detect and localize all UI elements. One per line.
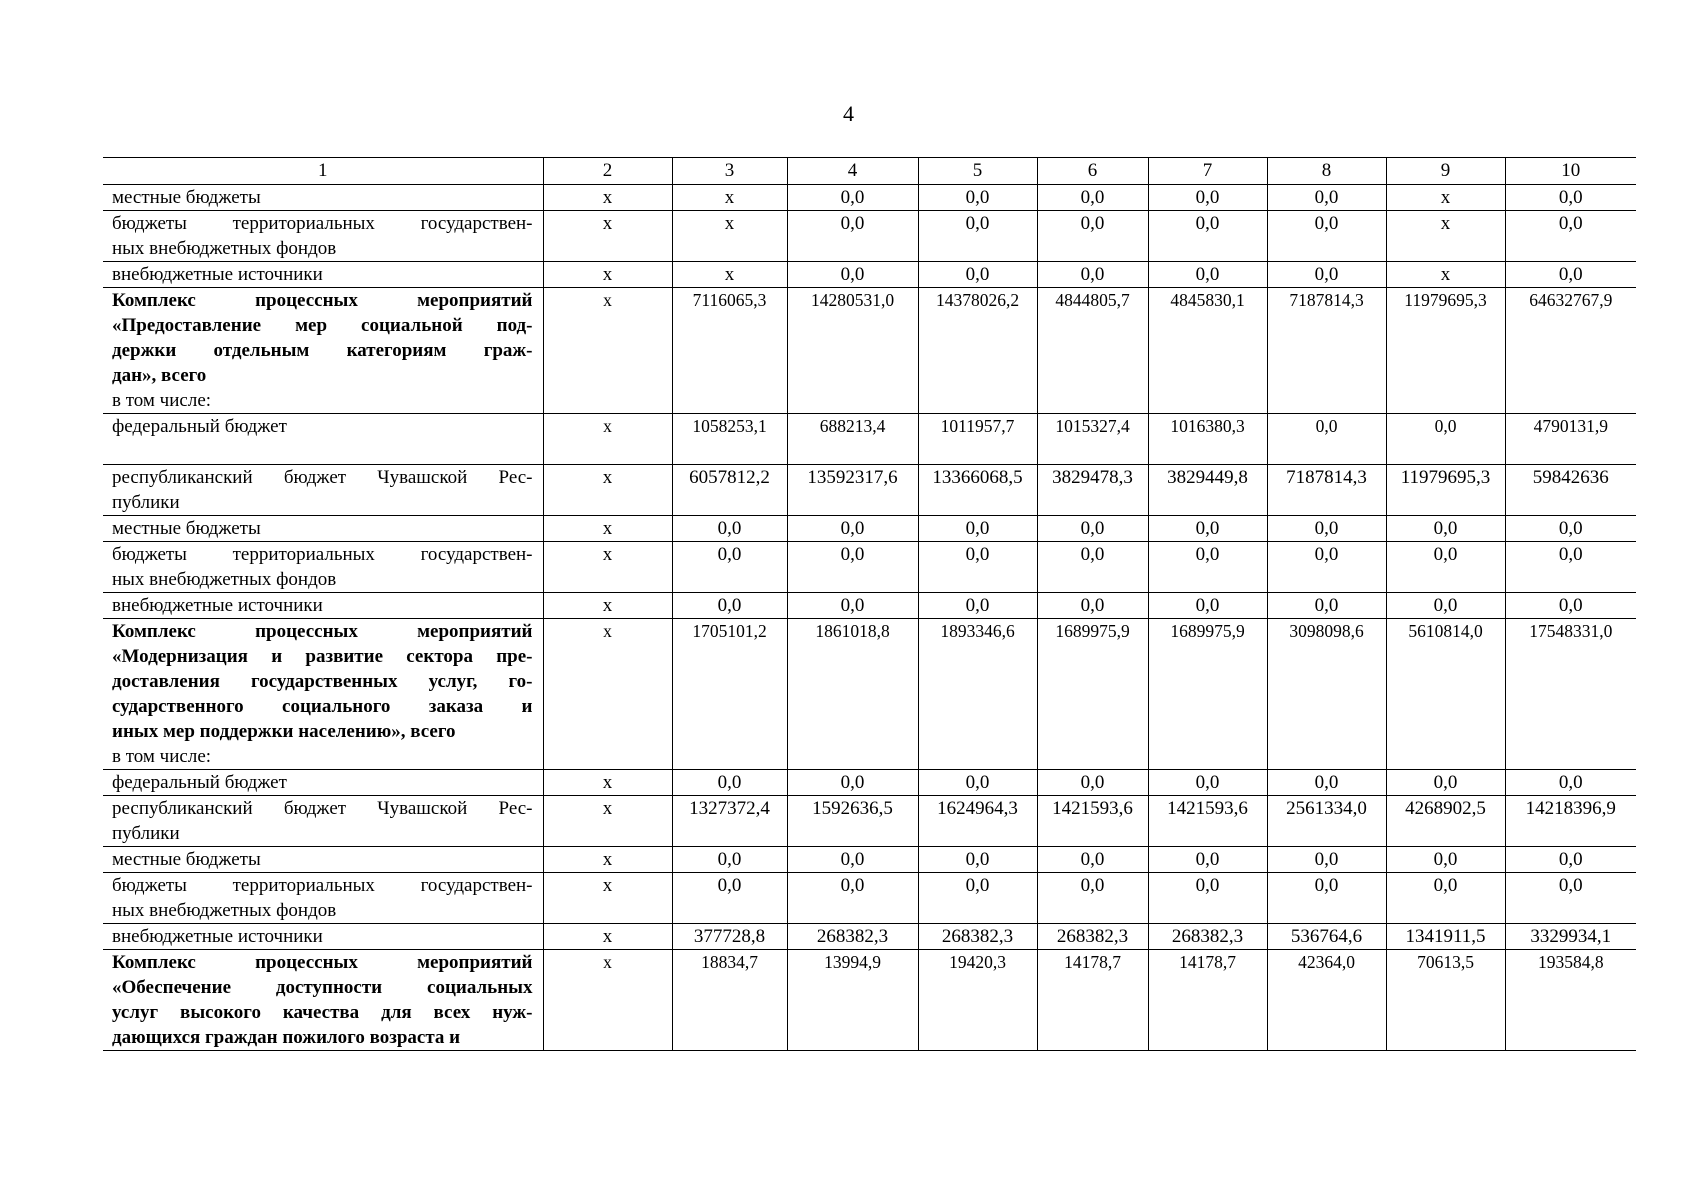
value-cell: 1016380,3 [1148,414,1267,465]
value-cell: 536764,6 [1267,924,1386,950]
value-cell: 688213,4 [787,414,918,465]
value-cell: 14178,7 [1148,950,1267,1051]
table-row [103,414,1636,465]
value-cell: 0,0 [1267,542,1386,593]
value-cell: 1421593,6 [1037,796,1148,847]
value-cell: х [543,414,672,465]
value-cell: 0,0 [918,262,1037,288]
value-cell: х [543,211,672,262]
row-label [103,847,543,873]
value-cell: 0,0 [918,593,1037,619]
row-label [103,873,543,924]
value-cell: 268382,3 [918,924,1037,950]
value-cell: 0,0 [1505,873,1636,924]
row-label-line: услуг высокого качества для всех нуж- [112,1002,533,1023]
row-label-line: бюджеты территориальных государствен- [112,544,533,565]
column-header: 7 [1148,158,1267,185]
value-cell: 11979695,3 [1386,288,1505,414]
row-label-line: федеральный бюджет [112,416,287,437]
value-cell: 0,0 [1148,770,1267,796]
row-label-line: бюджеты территориальных государствен- [112,213,533,234]
value-cell: х [672,185,787,211]
row-label-line: внебюджетные источники [112,926,323,947]
value-cell: 0,0 [918,847,1037,873]
table-row-subtotal [103,288,1636,414]
value-cell: 0,0 [918,542,1037,593]
value-cell: 1624964,3 [918,796,1037,847]
row-label-line: Комплекс процессных мероприятий [112,952,533,973]
value-cell: 0,0 [1267,770,1386,796]
value-cell: 268382,3 [787,924,918,950]
value-cell: х [1386,211,1505,262]
value-cell: 0,0 [1505,211,1636,262]
value-cell: 0,0 [918,770,1037,796]
value-cell: 0,0 [1505,593,1636,619]
column-header: 4 [787,158,918,185]
table-row-subtotal [103,950,1636,1051]
value-cell: 13366068,5 [918,465,1037,516]
row-label-line: местные бюджеты [112,849,261,870]
header-row [103,158,1636,185]
column-header: 8 [1267,158,1386,185]
value-cell: 4790131,9 [1505,414,1636,465]
table-body [103,158,1636,1051]
row-label [103,185,543,211]
column-header: 3 [672,158,787,185]
row-label-line: внебюджетные источники [112,264,323,285]
row-label-line: местные бюджеты [112,187,261,208]
value-cell: 0,0 [787,542,918,593]
value-cell: 0,0 [1386,542,1505,593]
value-cell: 1011957,7 [918,414,1037,465]
value-cell: 0,0 [787,847,918,873]
value-cell: 0,0 [1386,414,1505,465]
value-cell: 0,0 [672,542,787,593]
value-cell: 14280531,0 [787,288,918,414]
value-cell: 0,0 [1386,873,1505,924]
value-cell: х [543,542,672,593]
value-cell: х [543,873,672,924]
value-cell: 3329934,1 [1505,924,1636,950]
row-label-line: сударственного социального заказа и [112,696,533,717]
row-label-line: Комплекс процессных мероприятий [112,621,533,642]
value-cell: х [672,262,787,288]
table-row [103,796,1636,847]
value-cell: 0,0 [1267,414,1386,465]
row-label [103,465,543,516]
value-cell: 0,0 [1148,873,1267,924]
value-cell: 3829449,8 [1148,465,1267,516]
value-cell: 0,0 [1037,516,1148,542]
value-cell: 19420,3 [918,950,1037,1051]
value-cell: 3098098,6 [1267,619,1386,770]
value-cell: 1689975,9 [1037,619,1148,770]
value-cell: 0,0 [1037,593,1148,619]
value-cell: 0,0 [1267,262,1386,288]
row-label-line: федеральный бюджет [112,772,287,793]
table-row [103,185,1636,211]
row-label [103,516,543,542]
value-cell: х [543,796,672,847]
row-label-line: дающихся граждан пожилого возраста и [112,1027,461,1048]
value-cell: 70613,5 [1386,950,1505,1051]
row-label [103,288,543,414]
value-cell: 7187814,3 [1267,465,1386,516]
value-cell: х [1386,262,1505,288]
row-label-line: дан», всего [112,365,207,386]
value-cell: 0,0 [1267,873,1386,924]
row-label-line: держки отдельным категориям граж- [112,340,533,361]
value-cell: 1861018,8 [787,619,918,770]
row-label-line: доставления государственных услуг, го- [112,671,533,692]
value-cell: 0,0 [1037,770,1148,796]
row-label [103,924,543,950]
value-cell: 14378026,2 [918,288,1037,414]
value-cell: 0,0 [918,185,1037,211]
value-cell: 0,0 [787,593,918,619]
row-label [103,619,543,770]
value-cell: 0,0 [1267,593,1386,619]
row-spacer [112,439,533,464]
row-label-line: «Обеспечение доступности социальных [112,977,533,998]
table-row [103,465,1636,516]
column-header: 10 [1505,158,1636,185]
value-cell: х [672,211,787,262]
value-cell: 1893346,6 [918,619,1037,770]
value-cell: 4844805,7 [1037,288,1148,414]
row-label [103,796,543,847]
row-label-line: «Модернизация и развитие сектора пре- [112,646,533,667]
table-row [103,593,1636,619]
row-label-subline: в том числе: [112,390,212,411]
table-row [103,211,1636,262]
value-cell: 0,0 [1037,262,1148,288]
row-label-line: публики [112,823,180,844]
value-cell: 0,0 [1148,262,1267,288]
row-label-line: местные бюджеты [112,518,261,539]
value-cell: 14218396,9 [1505,796,1636,847]
value-cell: 0,0 [1386,516,1505,542]
value-cell: 7116065,3 [672,288,787,414]
value-cell: 0,0 [1386,593,1505,619]
table-row [103,924,1636,950]
value-cell: 0,0 [672,593,787,619]
value-cell: 59842636 [1505,465,1636,516]
table-row-subtotal [103,619,1636,770]
value-cell: 0,0 [918,873,1037,924]
row-label-line: республиканский бюджет Чувашской Рес- [112,798,533,819]
value-cell: 0,0 [787,211,918,262]
value-cell: 0,0 [918,211,1037,262]
row-label [103,211,543,262]
column-header: 6 [1037,158,1148,185]
value-cell: 268382,3 [1148,924,1267,950]
value-cell: 17548331,0 [1505,619,1636,770]
value-cell: 0,0 [1037,211,1148,262]
row-label-line: ных внебюджетных фондов [112,238,337,259]
row-label-subline: в том числе: [112,746,212,767]
value-cell: 0,0 [1148,847,1267,873]
value-cell: 1592636,5 [787,796,918,847]
row-label-line: Комплекс процессных мероприятий [112,290,533,311]
value-cell: 0,0 [1267,211,1386,262]
value-cell: 0,0 [672,847,787,873]
value-cell: 0,0 [787,185,918,211]
value-cell: 0,0 [1037,542,1148,593]
value-cell: 0,0 [1037,847,1148,873]
row-label [103,414,543,465]
column-header: 9 [1386,158,1505,185]
value-cell: 7187814,3 [1267,288,1386,414]
value-cell: 0,0 [1148,185,1267,211]
value-cell: 0,0 [787,873,918,924]
value-cell: х [543,288,672,414]
value-cell: 0,0 [1505,262,1636,288]
value-cell: 0,0 [1148,516,1267,542]
row-label-line: «Предоставление мер социальной под- [112,315,533,336]
row-label-line: внебюджетные источники [112,595,323,616]
table-row [103,847,1636,873]
value-cell: х [543,770,672,796]
value-cell: х [543,619,672,770]
value-cell: 1327372,4 [672,796,787,847]
value-cell: х [543,185,672,211]
value-cell: 6057812,2 [672,465,787,516]
value-cell: 0,0 [787,516,918,542]
budget-table [103,157,1636,1051]
value-cell: 14178,7 [1037,950,1148,1051]
value-cell: 0,0 [1148,211,1267,262]
value-cell: х [543,950,672,1051]
value-cell: 0,0 [787,770,918,796]
value-cell: 1421593,6 [1148,796,1267,847]
table-row [103,873,1636,924]
value-cell: 1058253,1 [672,414,787,465]
value-cell: 1341911,5 [1386,924,1505,950]
row-label-line: ных внебюджетных фондов [112,569,337,590]
row-label [103,950,543,1051]
value-cell: 1015327,4 [1037,414,1148,465]
value-cell: 11979695,3 [1386,465,1505,516]
value-cell: 0,0 [1505,542,1636,593]
value-cell: 13994,9 [787,950,918,1051]
table-row [103,262,1636,288]
value-cell: 0,0 [672,873,787,924]
row-label [103,593,543,619]
value-cell: 0,0 [1148,593,1267,619]
value-cell: х [543,262,672,288]
value-cell: 0,0 [1505,770,1636,796]
row-label-line: ных внебюджетных фондов [112,900,337,921]
column-header: 5 [918,158,1037,185]
row-label-line: иных мер поддержки населению», всего [112,721,456,742]
value-cell: 193584,8 [1505,950,1636,1051]
value-cell: 0,0 [787,262,918,288]
value-cell: 0,0 [918,516,1037,542]
value-cell: 0,0 [1037,185,1148,211]
value-cell: 0,0 [1148,542,1267,593]
value-cell: х [543,593,672,619]
row-label [103,262,543,288]
value-cell: х [1386,185,1505,211]
value-cell: 1705101,2 [672,619,787,770]
value-cell: 1689975,9 [1148,619,1267,770]
value-cell: 0,0 [672,770,787,796]
value-cell: 0,0 [1505,185,1636,211]
row-label-line: публики [112,492,180,513]
page-number: 4 [843,101,854,126]
value-cell: 0,0 [1037,873,1148,924]
value-cell: х [543,516,672,542]
value-cell: 64632767,9 [1505,288,1636,414]
row-label [103,770,543,796]
value-cell: 4268902,5 [1386,796,1505,847]
row-label [103,542,543,593]
value-cell: х [543,465,672,516]
value-cell: 0,0 [1267,516,1386,542]
value-cell: 0,0 [1505,516,1636,542]
value-cell: 4845830,1 [1148,288,1267,414]
row-label-line: республиканский бюджет Чувашской Рес- [112,467,533,488]
value-cell: 268382,3 [1037,924,1148,950]
value-cell: 0,0 [672,516,787,542]
value-cell: 42364,0 [1267,950,1386,1051]
value-cell: 0,0 [1267,847,1386,873]
value-cell: 18834,7 [672,950,787,1051]
table-row [103,516,1636,542]
value-cell: 5610814,0 [1386,619,1505,770]
value-cell: х [543,924,672,950]
value-cell: 3829478,3 [1037,465,1148,516]
column-header: 2 [543,158,672,185]
value-cell: 13592317,6 [787,465,918,516]
row-label-line: бюджеты территориальных государствен- [112,875,533,896]
value-cell: 0,0 [1386,847,1505,873]
value-cell: 0,0 [1505,847,1636,873]
value-cell: 0,0 [1386,770,1505,796]
value-cell: 2561334,0 [1267,796,1386,847]
table-row [103,542,1636,593]
value-cell: х [543,847,672,873]
table-row [103,770,1636,796]
value-cell: 377728,8 [672,924,787,950]
value-cell: 0,0 [1267,185,1386,211]
column-header: 1 [103,158,543,185]
